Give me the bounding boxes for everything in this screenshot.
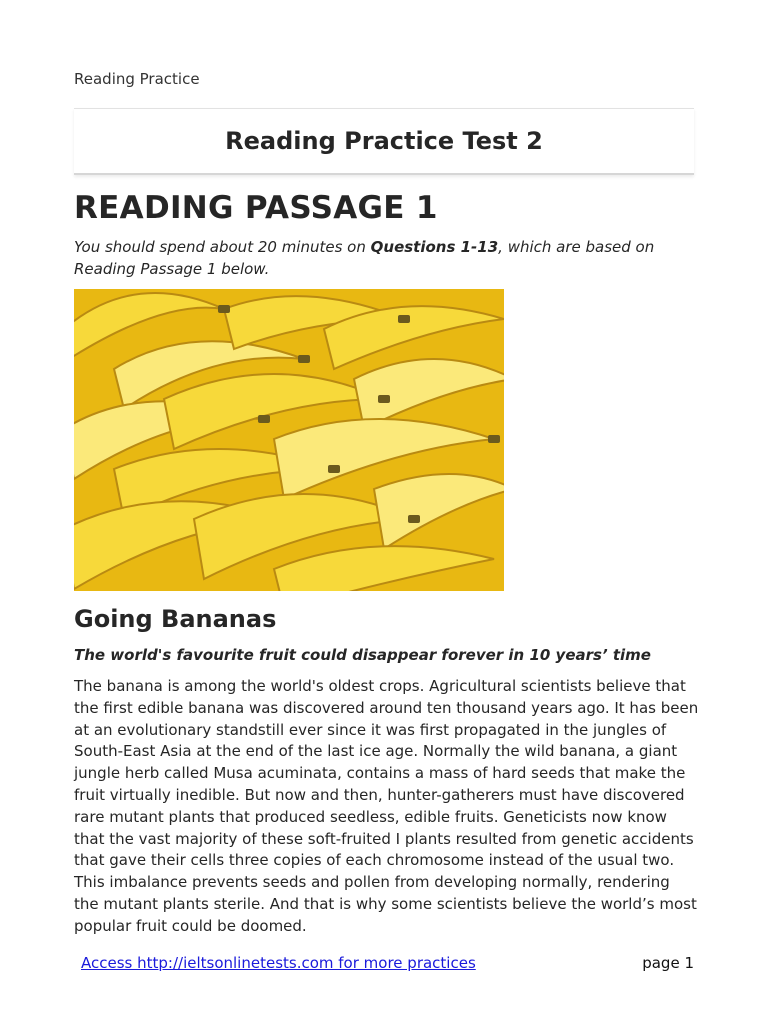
page-number: page 1 [642, 954, 694, 972]
banana-stem [218, 305, 230, 313]
instructions-text-2: , which are based on Reading Passage 1 below. [74, 238, 655, 278]
header-label: Reading Practice [74, 70, 200, 88]
bananas-image [74, 289, 504, 591]
banana-stem [488, 435, 500, 443]
banana-stem [298, 355, 310, 363]
test-title-box [74, 108, 694, 175]
instructions-text-1: You should spend about 20 minutes on [74, 238, 371, 256]
article-title: Going Bananas [74, 605, 277, 633]
banana-stem [258, 415, 270, 423]
banana-stem [398, 315, 410, 323]
article-subtitle: The world's favourite fruit could disappear forever in 10 years’ time [74, 646, 651, 664]
banana-stem [328, 465, 340, 473]
passage-instructions [74, 236, 699, 280]
banana-stem [408, 515, 420, 523]
test-title: Reading Practice Test 2 [225, 127, 543, 155]
banana-stem [378, 395, 390, 403]
passage-heading: READING PASSAGE 1 [74, 190, 438, 226]
footer-practice-link[interactable]: Access http://ieltsonlinetests.com for more practices [81, 954, 476, 972]
instructions-questions: Questions 1-13 [370, 238, 499, 256]
article-body: The banana is among the world's oldest crops. Agricultural scientists believe that the first edible banana was discovered around ten thousand years ago. It has been at an evolutionary standstill ever since it was first propagated in the jungles of South-East Asia at the end of the last ice age. Normally the wild banana, a giant jungle herb called Musa acuminata, contains a mass of hard seeds that make the fruit virtually inedible. But now and then, hunter-gatherers must have discovered rare mutant plants that produced seedless, edible fruits. Geneticists now know that the vast majority of these soft-fruited I plants resulted from genetic accidents that gave their cells three copies of each chromosome instead of the usual two. This imbalance prevents seeds and pollen from developing normally, rendering the mutant plants sterile. And that is why some scientists believe the world’s most popular fruit could be doomed. [74, 677, 699, 935]
bananas-illustration [74, 289, 504, 591]
